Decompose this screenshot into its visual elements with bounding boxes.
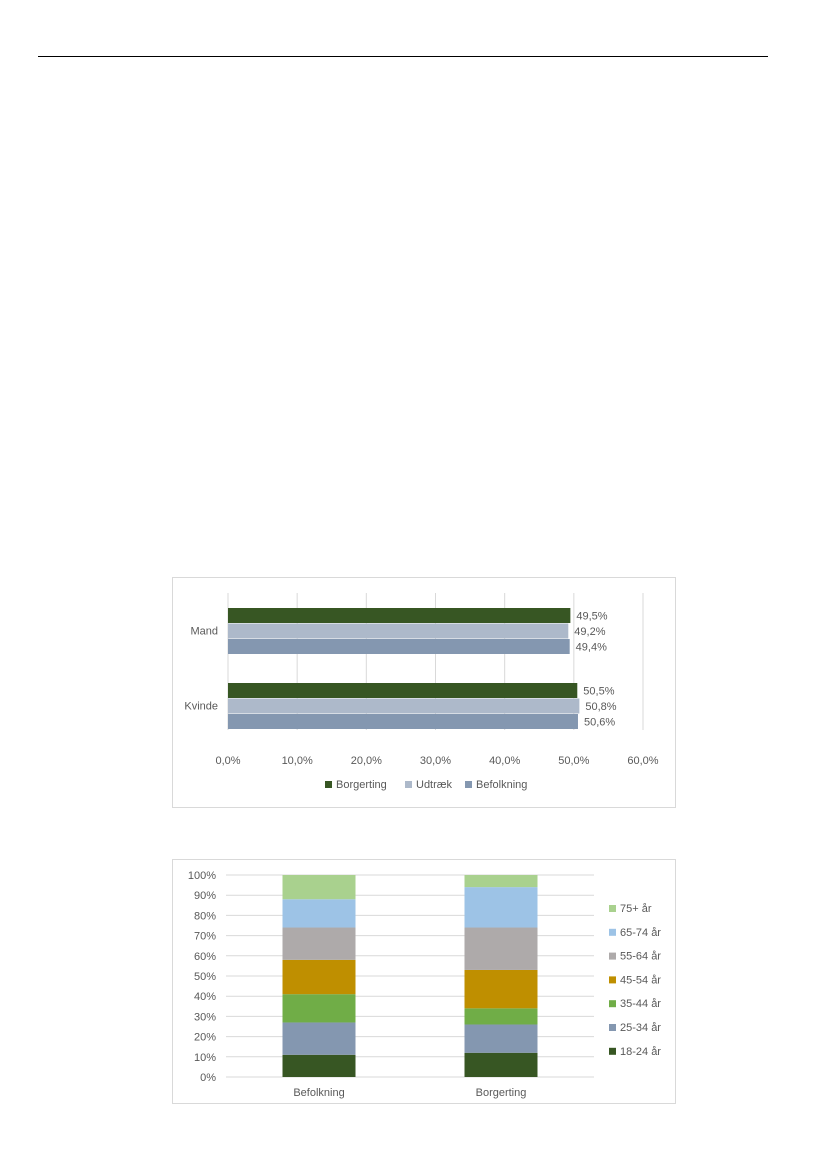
y-tick-label: 0% [200, 1072, 216, 1084]
stacked-segment [465, 1008, 538, 1024]
stacked-segment [465, 875, 538, 887]
legend-swatch [609, 929, 616, 936]
age-chart-svg [173, 860, 675, 1103]
legend-label: 75+ år [620, 903, 652, 915]
legend-label: 25-34 år [620, 1022, 661, 1034]
y-tick-label: 70% [193, 930, 216, 943]
bar [228, 608, 570, 623]
stacked-segment [283, 960, 356, 994]
stacked-segment [283, 1022, 356, 1054]
y-tick-label: 10% [193, 1051, 216, 1064]
legend-label: Befolkning [476, 779, 528, 791]
y-tick-label: 100% [187, 870, 216, 882]
x-tick-label: 10,0% [281, 755, 313, 767]
stacked-segment [465, 1053, 538, 1077]
data-label: 50,5% [583, 685, 615, 698]
stacked-segment [283, 994, 356, 1022]
gender-distribution-chart [172, 577, 676, 808]
category-label: Mand [190, 625, 218, 638]
bar [228, 639, 570, 654]
data-label: 49,2% [574, 626, 606, 638]
x-tick-label: 50,0% [558, 755, 590, 767]
age-distribution-chart [172, 859, 676, 1104]
data-label: 49,4% [575, 641, 607, 654]
legend-swatch [609, 1024, 616, 1031]
bar [228, 683, 577, 698]
stacked-segment [283, 1055, 356, 1077]
x-tick-label: 40,0% [489, 755, 521, 767]
y-tick-label: 30% [193, 1011, 216, 1024]
bar [228, 699, 579, 714]
x-tick-label: 30,0% [419, 755, 452, 767]
y-tick-label: 90% [193, 890, 216, 903]
gender-chart-svg [173, 578, 675, 807]
legend-swatch [609, 953, 616, 960]
stacked-segment [283, 875, 356, 899]
y-tick-label: 50% [193, 971, 216, 983]
x-tick-label: 0,0% [215, 755, 241, 767]
stacked-segment [283, 899, 356, 927]
legend-label: 18-24 år [620, 1045, 661, 1058]
data-label: 50,6% [583, 716, 616, 729]
legend-label: 45-54 år [620, 974, 661, 987]
category-label: Kvinde [184, 700, 218, 713]
stacked-segment [465, 928, 538, 970]
bar [228, 714, 578, 729]
legend-label: 65-74 år [620, 926, 661, 939]
stacked-segment [465, 1024, 538, 1052]
legend-label: 55-64 år [620, 950, 661, 963]
x-tick-label: 60,0% [627, 755, 659, 767]
legend-label: 35-44 år [620, 998, 661, 1011]
legend-swatch [609, 1048, 616, 1055]
legend-swatch [465, 781, 472, 788]
header-rule [38, 56, 768, 57]
y-tick-label: 60% [193, 950, 216, 963]
legend-label: Borgerting [336, 779, 387, 791]
stacked-segment [465, 970, 538, 1008]
data-label: 50,8% [585, 701, 617, 713]
category-label: Befolkning [293, 1087, 345, 1099]
legend-swatch [609, 905, 616, 912]
stacked-segment [283, 928, 356, 960]
x-tick-label: 20,0% [350, 755, 382, 767]
legend-swatch [609, 1000, 616, 1007]
y-tick-label: 20% [193, 1031, 216, 1044]
legend-label: Udtræk [416, 779, 453, 791]
legend-swatch [405, 781, 412, 788]
y-tick-label: 80% [193, 910, 216, 923]
stacked-segment [465, 887, 538, 927]
legend-swatch [325, 781, 332, 788]
data-label: 49,5% [576, 610, 608, 623]
bar [228, 624, 568, 639]
y-tick-label: 40% [193, 991, 216, 1004]
legend-swatch [609, 976, 616, 983]
category-label: Borgerting [475, 1087, 527, 1099]
